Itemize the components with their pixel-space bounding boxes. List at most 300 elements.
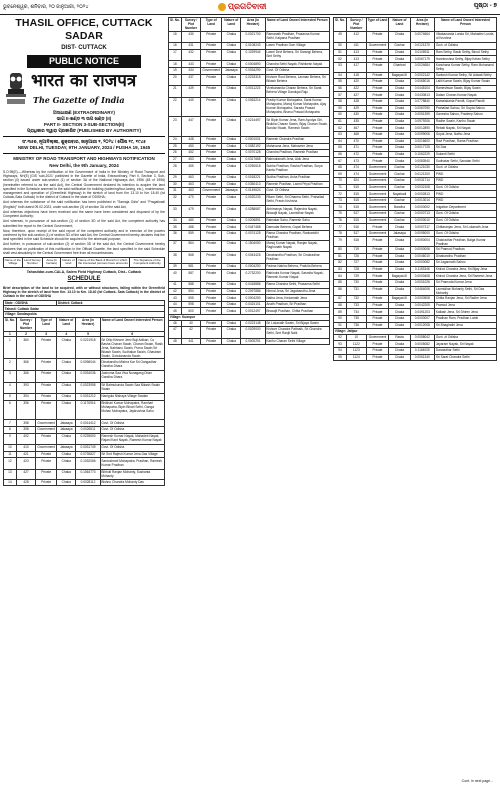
area-cell: 0.0016600: [410, 138, 434, 145]
serial-cell: 46: [169, 320, 182, 327]
survey-cell: 452: [181, 150, 200, 157]
serial-cell: 6: [4, 400, 17, 420]
nature-cell: Chaka: [57, 400, 76, 420]
land-type-cell: Private: [366, 266, 389, 273]
owner-cell: Jayaram Nayak, Sri Nayak: [435, 341, 497, 348]
serial-cell: 25: [169, 143, 182, 150]
right-rows-2: [334, 334, 497, 360]
land-type-cell: Private: [366, 145, 389, 152]
table-row: [334, 151, 497, 158]
land-type-cell: Private: [201, 282, 222, 289]
table-row: [334, 56, 497, 63]
nature-cell: Chaka: [389, 286, 410, 296]
table-row: [169, 240, 330, 252]
owner-cell: Govt. Of Odisha: [265, 67, 329, 74]
table-row: [169, 263, 330, 270]
survey-cell: 581: [181, 263, 200, 270]
area-cell: 0.0012890: [410, 125, 434, 132]
serial-cell: 15: [169, 31, 182, 43]
survey-cell: 471: [347, 145, 367, 152]
area-cell: 0.0206891: [241, 217, 265, 224]
land-type-cell: Private: [201, 86, 222, 98]
nature-cell: Chaka: [389, 118, 410, 125]
col-header: Nature of Land: [222, 18, 241, 32]
table-row: [169, 74, 330, 86]
col-index: 2: [16, 331, 35, 337]
survey-cell: 417: [347, 62, 367, 72]
right-rows: [334, 31, 497, 329]
survey-cell: 518: [347, 237, 367, 247]
area-cell: 0.0121370: [410, 43, 434, 50]
owner-cell: Abhimanyu Nayak, Rajendra Nayak, Biswajit Nayak, Laxmidhar Nayak: [265, 206, 329, 218]
table-row: [169, 174, 330, 181]
survey-cell: 472: [347, 151, 367, 158]
col-index: 1: [4, 331, 17, 337]
survey-cell: 439: [181, 86, 200, 98]
nature-cell: Gochar: [389, 43, 410, 50]
land-type-cell: Private: [366, 79, 389, 86]
survey-cell: 428: [16, 479, 35, 486]
serial-cell: 14: [4, 479, 17, 486]
area-cell: 0.1176916: [76, 400, 100, 420]
area-cell: 0.0979206: [410, 118, 434, 125]
owner-cell: Sri Pramod Pradhan: [435, 247, 497, 254]
nature-cell: Chaka: [389, 347, 410, 354]
land-type-cell: Private: [201, 263, 222, 270]
survey-cell: 729: [347, 273, 367, 280]
owner-cell: Anath Pradhan, Sri Pradhan: [265, 301, 329, 308]
survey-cell: 427: [16, 469, 35, 479]
area-cell: 0.0447468: [241, 224, 265, 231]
nature-cell: Gochar: [389, 217, 410, 224]
survey-cell: 474: [347, 164, 367, 171]
survey-cell: 412: [347, 31, 367, 43]
owner-cell: Kanchana Kumar Sethy, Ram Mohanand Sethy: [435, 62, 497, 72]
table-row: [334, 286, 497, 296]
area-cell: 0.0029000: [241, 327, 265, 339]
survey-cell: 448: [181, 136, 200, 143]
land-type-cell: Private: [366, 49, 389, 56]
area-cell: 0.0233318: [241, 74, 265, 86]
owner-cell: Pramod Jena: [435, 302, 497, 309]
nature-cell: Chaka: [389, 98, 410, 105]
land-type-cell: Private: [366, 31, 389, 43]
area-cell: 0.0002142: [410, 72, 434, 79]
meta-line: ଅସାଧାରଣ (EXTRAORDINARY): [53, 110, 115, 116]
table-row: [169, 327, 330, 339]
serial-cell: 10: [4, 445, 17, 452]
survey-cell: 441: [181, 338, 200, 345]
area-cell: 0.0000508: [410, 296, 434, 303]
land-type-cell: Government: [202, 68, 220, 73]
table-row: [334, 341, 497, 348]
serial-cell: 33: [169, 206, 182, 218]
serial-cell: 37: [169, 240, 182, 252]
land-type-cell: Private: [366, 296, 389, 303]
survey-cell: 421: [16, 451, 35, 458]
land-type-cell: Government: [37, 420, 55, 425]
serial-cell: 51: [334, 49, 347, 56]
newspaper-title: ପ୍ରଗତିବାଦୀ: [228, 2, 267, 11]
owner-cell: Govt. of Odisha: [435, 334, 497, 341]
table-row: [169, 136, 330, 143]
owner-cell: Sudha Pradhan, Asha Pradhan: [265, 174, 329, 181]
owner-cell: Kailash Jena, Sri Dhiren Jena: [435, 309, 497, 316]
area-cell: 0.0004890: [241, 61, 265, 68]
nature-cell: Chaka: [57, 469, 76, 479]
table-row: [334, 334, 497, 341]
nature-cell: Gochar: [389, 197, 410, 204]
table-row: [169, 67, 330, 74]
nature-cell: Chaka: [57, 451, 76, 458]
survey-cell: 42: [181, 327, 200, 339]
nature-cell: Chaka: [222, 240, 241, 252]
serial-cell: 23: [169, 117, 182, 137]
nature-cell: Chaka: [389, 309, 410, 316]
survey-cell: 429: [347, 105, 367, 112]
serial-cell: 20: [169, 74, 182, 86]
middle-rows: [169, 31, 330, 314]
table-row: [334, 125, 497, 132]
nature-cell: Chaka: [57, 458, 76, 470]
area-cell: 0.0083940: [410, 158, 434, 165]
col-header: Nature of Land: [389, 18, 410, 32]
owner-cell: Bhikhari Kumar Mohapatra, Ramhari Mohapatra, Bipin Bihari Sethi, Ganga Mohan Mohapatra, Jaykrushna Sahu: [100, 400, 164, 420]
area-cell: 0.0001026: [410, 279, 434, 286]
owner-cell: Nirmal Jena, Sri Jagabandhu Jena: [265, 288, 329, 295]
meta-line: ଭାଗ II-ଖଣ୍ଡ ୩ ଉପ ଖଣ୍ଡ (II): [56, 116, 112, 122]
table-row: [169, 150, 330, 157]
land-type-cell: Private: [366, 138, 389, 145]
land-type-cell: Private: [36, 400, 57, 420]
serial-cell: 57: [334, 92, 347, 99]
area-cell: 0.0288687: [241, 206, 265, 218]
serial-cell: 58: [334, 98, 347, 105]
table-row: [169, 163, 330, 175]
nature-cell: Chaka: [389, 302, 410, 309]
owner-cell: Bishnu Chandra Mohanty Das: [100, 479, 164, 486]
area-cell: 0.0074125: [241, 231, 265, 241]
serial-cell: 73: [334, 197, 347, 204]
owner-cell: Subha Pradhan, Rasha Pradhan, Surya Kanta Pradhan: [265, 163, 329, 175]
owner-cell: Ritam Sethi, Sri Dharma Sethi, Prahallad Sethi, Pravin Kruhsna: [265, 194, 329, 206]
serial-cell: 62: [334, 125, 347, 132]
notice-paragraph: And further, in pursuance of sub-section (2) of section 3D of the said Act, the Central Government hereby declares that on publication of this notification in the Official Gazette, the land specified in the said Schedule shall vest absolutely in the Central Government free from all encumbrances.: [3, 242, 165, 255]
owner-cell: Sri Jagannath Sahoo: [435, 260, 497, 267]
owner-cell: Sri Das: [435, 145, 497, 152]
owner-cell: Ramesh Chandra Pradhan: [265, 136, 329, 143]
col-header: Name of Land Owner/ Interested Person: [435, 18, 497, 32]
gazette-meta: [3, 110, 165, 154]
owner-cell: Govt. Of Odisha: [100, 426, 164, 433]
table-row: [334, 31, 497, 43]
serial-cell: 67: [334, 158, 347, 165]
land-type-cell: Private: [201, 156, 222, 163]
notice-paragraph: And whereas the substance of the said notification has been published in "Samaja Odia" and "Pragativadi (English)" both dated 09.02.2023, under sub-section (3) of section 3A of the said Act;: [3, 200, 165, 209]
table-row: [334, 131, 497, 138]
nature-cell: Rasta: [389, 334, 410, 341]
survey-cell: 516: [347, 224, 367, 231]
notice-column: [3, 17, 165, 785]
area-cell: 0.0031212: [76, 394, 100, 401]
land-type-cell: Private: [366, 322, 389, 329]
area-cell: 0.0000713: [410, 211, 434, 218]
office-title: THASIL OFFICE, CUTTACK SADAR: [15, 17, 153, 43]
survey-cell: 410: [16, 445, 35, 452]
survey-cell: 420: [347, 79, 367, 86]
area-cell: 0.0317665: [241, 156, 265, 163]
survey-cell: 440: [181, 97, 200, 117]
serial-cell: 9: [4, 433, 17, 445]
masthead: [0, 0, 500, 15]
area-cell: 0.0424101: [241, 301, 265, 308]
serial-cell: 89: [334, 309, 347, 316]
owner-cell: Lalit Kumar Swain, Bijay Kumar Swain: [435, 79, 497, 86]
survey-cell: 360: [16, 337, 35, 359]
table-row: [4, 370, 165, 382]
table-row: [334, 309, 497, 316]
area-cell: 0.1153346: [410, 266, 434, 273]
land-type-cell: Government: [37, 427, 55, 432]
tahasil-label: Tahasil: Cuttack Sadar: [4, 306, 165, 312]
owner-cell: Govt. Of Odisha: [435, 217, 497, 224]
serial-cell: 68: [334, 164, 347, 171]
owner-cell: Kanhu Charan Sethi Village: [265, 338, 329, 345]
table-row: [169, 224, 330, 231]
survey-cell: 1122: [347, 341, 367, 348]
table-row: [334, 224, 497, 231]
land-type-cell: Private: [366, 237, 389, 247]
area-cell: 0.0096044: [76, 359, 100, 371]
signature-table: [3, 257, 165, 268]
nature-cell: Gochar: [389, 171, 410, 178]
area-cell: 0.0000007: [410, 315, 434, 322]
notice-paragraph: Now, therefore, upon receipt of the said report of the competent authority and in exercise of the powers conferred by the sub-section (1) of section 3D of the said Act, the Central Government hereby declares that the land specified in the said Schedule should be acquired for the aforesaid purpose;: [3, 228, 165, 242]
serial-cell: 70: [334, 178, 347, 185]
survey-cell: 366: [16, 359, 35, 371]
survey-cell: 1123: [347, 347, 367, 354]
owner-cell: Ravi Pradhan, Rama Pradhan: [435, 138, 497, 145]
area-cell: 0.0001001: [241, 136, 265, 143]
land-type-cell: Private: [201, 301, 222, 308]
land-type-cell: Private: [366, 347, 389, 354]
area-cell: 0.0032108: [410, 184, 434, 191]
state-label: State : ODISHA: [4, 300, 57, 306]
table-row: [334, 118, 497, 125]
survey-cell: 428: [347, 98, 367, 105]
land-type-cell: Private: [201, 217, 222, 224]
land-type-cell: Private: [366, 85, 389, 92]
survey-cell: 463: [181, 188, 200, 195]
nature-cell: Chaka: [222, 252, 241, 264]
survey-cell: 594: [181, 288, 200, 295]
table-row: [4, 426, 165, 433]
nature-cell: Chaka: [389, 322, 410, 329]
nature-cell: Chaka: [57, 382, 76, 394]
land-type-cell: Private: [201, 97, 222, 117]
nature-cell: Gochar: [389, 211, 410, 218]
table-row: [334, 164, 497, 171]
table-row: [334, 62, 497, 72]
gazette-hindi-title: भारत का राजपत्र: [31, 71, 137, 92]
serial-cell: 87: [334, 296, 347, 303]
serial-cell: 4: [4, 382, 17, 394]
area-cell: 0.0031749: [76, 445, 100, 452]
survey-cell: 735: [347, 315, 367, 322]
nature-cell: Chaka: [222, 43, 241, 50]
owner-cell: Sri Balmukunda Swain Saa Bikash Swain Swain: [100, 382, 164, 394]
land-type-cell: Private: [36, 370, 57, 382]
serial-cell: 65: [334, 145, 347, 152]
table-row: [334, 158, 497, 165]
area-cell: 0.0250618: [241, 163, 265, 175]
tahasildar-signature: Tahasildar-cum-CALA, Salem Field Highway Cuttack, Dist.- Cuttack: [26, 269, 142, 274]
survey-cell: 447: [181, 117, 200, 137]
area-cell: 0.0026511: [76, 426, 100, 433]
nature-cell: Chaka: [389, 237, 410, 247]
owner-cell: Rama Chandra Pradhan, Rankanidhi Pradhan: [265, 231, 329, 241]
survey-cell: 470: [347, 138, 367, 145]
land-type-cell: Private: [201, 143, 222, 150]
survey-cell: 515: [347, 217, 367, 224]
land-type-cell: Government: [366, 230, 389, 237]
serial-cell: 93: [334, 341, 347, 348]
nature-cell: Chaka: [389, 279, 410, 286]
nature-cell: Chaka: [222, 117, 241, 137]
owner-cell: Sri Dilip Kishore Jeev Buji Adikari, Co Basha Charan Swain, Charan Swain, Rasik Jena, Nabhanu Swain, Purna Swain Sri Bikash Swain, Sudhakar Swain, Ghasiram Swain, Gokulananda Swain: [101, 337, 163, 358]
nature-cell: Chaka: [389, 354, 410, 361]
area-cell: 0.0020233: [241, 194, 265, 206]
col-header: Sl. No.: [4, 317, 17, 331]
land-type-cell: Government: [366, 211, 389, 218]
table-row: [334, 85, 497, 92]
land-type-cell: Private: [366, 92, 389, 99]
schedule-title: SCHEDULE: [67, 276, 101, 283]
issue-date: ଭୁବନେଶ୍ୱର, ଶନିବାର, ୨୦ ଜାନୁଆରୀ, ୨୦୨୪: [3, 4, 89, 10]
owner-cell: Chitta Ranjan Jena, Sri Radhe Jena: [435, 296, 497, 303]
survey-cell: 468: [347, 131, 367, 138]
table-row: [334, 230, 497, 237]
land-type-cell: Private: [201, 327, 222, 339]
nature-cell: Bandha: [389, 204, 410, 211]
land-type-cell: Private: [366, 286, 389, 296]
owner-cell: PWD: [435, 178, 497, 185]
serial-cell: 85: [334, 279, 347, 286]
table-row: [334, 347, 497, 354]
serial-cell: 72: [334, 191, 347, 198]
land-type-cell: Private: [366, 62, 389, 72]
land-type-cell: Government: [202, 188, 220, 193]
nature-cell: Chaka: [57, 359, 76, 371]
land-type-cell: Private: [366, 125, 389, 132]
table-row: [334, 253, 497, 260]
serial-cell: 11: [4, 451, 17, 458]
survey-cell: 517: [347, 230, 367, 237]
area-cell: 0.0004250: [241, 295, 265, 302]
area-cell: 0.0082192: [241, 143, 265, 150]
survey-cell: 515: [347, 197, 367, 204]
serial-cell: 59: [334, 105, 347, 112]
serial-cell: 78: [334, 230, 347, 237]
col-header: Name of Land Owner/ Interested Person: [265, 18, 329, 32]
area-cell: 0.0214497: [241, 117, 265, 137]
district-label: District: Cuttack: [57, 300, 165, 306]
nature-cell: Chaka: [389, 49, 410, 56]
nature-cell: Chaka: [389, 31, 410, 43]
survey-cell: 40: [181, 320, 200, 327]
survey-cell: 515: [347, 204, 367, 211]
survey-cell: 433: [181, 61, 200, 68]
table-row: [169, 181, 330, 188]
meta-line: ସଂ.୩୫୭, ନୂଆଦିଲ୍ଲୀ, ଶୁକ୍ରବାର, ଜାନୁଆରୀ ୧, ୨୦୨୪ / ପୌଷ ୧୯, ୧୯୪୫: [22, 139, 146, 145]
area-cell: 0.0350413: [241, 181, 265, 188]
table-row: [334, 315, 497, 322]
land-type-cell: Private: [366, 273, 389, 280]
sig-header: Area (in hectare): [43, 258, 61, 268]
area-cell: 0.1032066: [76, 458, 100, 470]
nature-cell: Jalasaya: [389, 230, 410, 237]
area-cell: 0.0000082: [410, 260, 434, 267]
table-row: [334, 322, 497, 329]
col-header: Survey / Plot Number: [347, 18, 367, 32]
area-cell: 0.0007217: [410, 224, 434, 231]
owner-cell: Dinabandhu Pradhan, Sri Chakradhar Pradhan: [265, 252, 329, 264]
land-type-cell: Private: [366, 158, 389, 165]
col-header: Survey / Plot Number: [181, 18, 200, 32]
land-type-cell: Government: [366, 43, 389, 50]
survey-cell: 467: [347, 125, 367, 132]
land-type-cell: Private: [201, 117, 222, 137]
serial-cell: 74: [334, 204, 347, 211]
serial-cell: 44: [169, 301, 182, 308]
owner-cell: Kishore Rout Behera, Laxman Behera, Sri Bikash Behera: [265, 74, 329, 86]
owner-cell: Sri Pramoda Kumar Jena: [435, 279, 497, 286]
table-row: [4, 445, 165, 452]
survey-cell: 10: [347, 334, 367, 341]
survey-cell: 402: [16, 433, 35, 445]
area-cell: 0.1064773: [76, 469, 100, 479]
table-row: [334, 171, 497, 178]
table-row: [334, 92, 497, 99]
col-header: Area (in Hectare): [241, 18, 265, 32]
serial-cell: 7: [4, 420, 17, 427]
serial-cell: 92: [334, 334, 347, 341]
col-header: Type of Land: [366, 18, 389, 32]
owner-cell: Chakradhar Pradhan, Baiga Kumar Pradhan: [435, 237, 497, 247]
area-cell: 0.0108243: [241, 43, 265, 50]
land-type-cell: Private: [201, 74, 222, 86]
owner-cell: Govt. of Odisha: [435, 164, 497, 171]
table-row: [334, 72, 497, 79]
serial-cell: 26: [169, 150, 182, 157]
owner-cell: Chandra Pradhan, Ramesh Pradhan: [265, 150, 329, 157]
survey-cell: 588: [181, 282, 200, 289]
owner-cell: Harekrushna Sethy, Bijay Ketan Sethy: [435, 56, 497, 63]
owner-cell: Laxmidhar Mohanty Sethi, Sri Das Mohanty: [435, 286, 497, 296]
divider: [3, 136, 165, 137]
table-row: [334, 211, 497, 218]
survey-cell: 463: [181, 181, 200, 188]
serial-cell: 86: [334, 286, 347, 296]
serial-cell: 30: [169, 181, 182, 188]
land-type-cell: Government: [366, 197, 389, 204]
land-type-cell: Government: [366, 334, 389, 341]
land-type-cell: Private: [366, 260, 389, 267]
owner-cell: Sudhakar Sethi, Sanatan Sethi: [435, 158, 497, 165]
land-type-cell: Private: [36, 359, 57, 371]
nature-cell: Bagayat-III: [389, 296, 410, 303]
nature-cell: Chaka: [389, 138, 410, 145]
